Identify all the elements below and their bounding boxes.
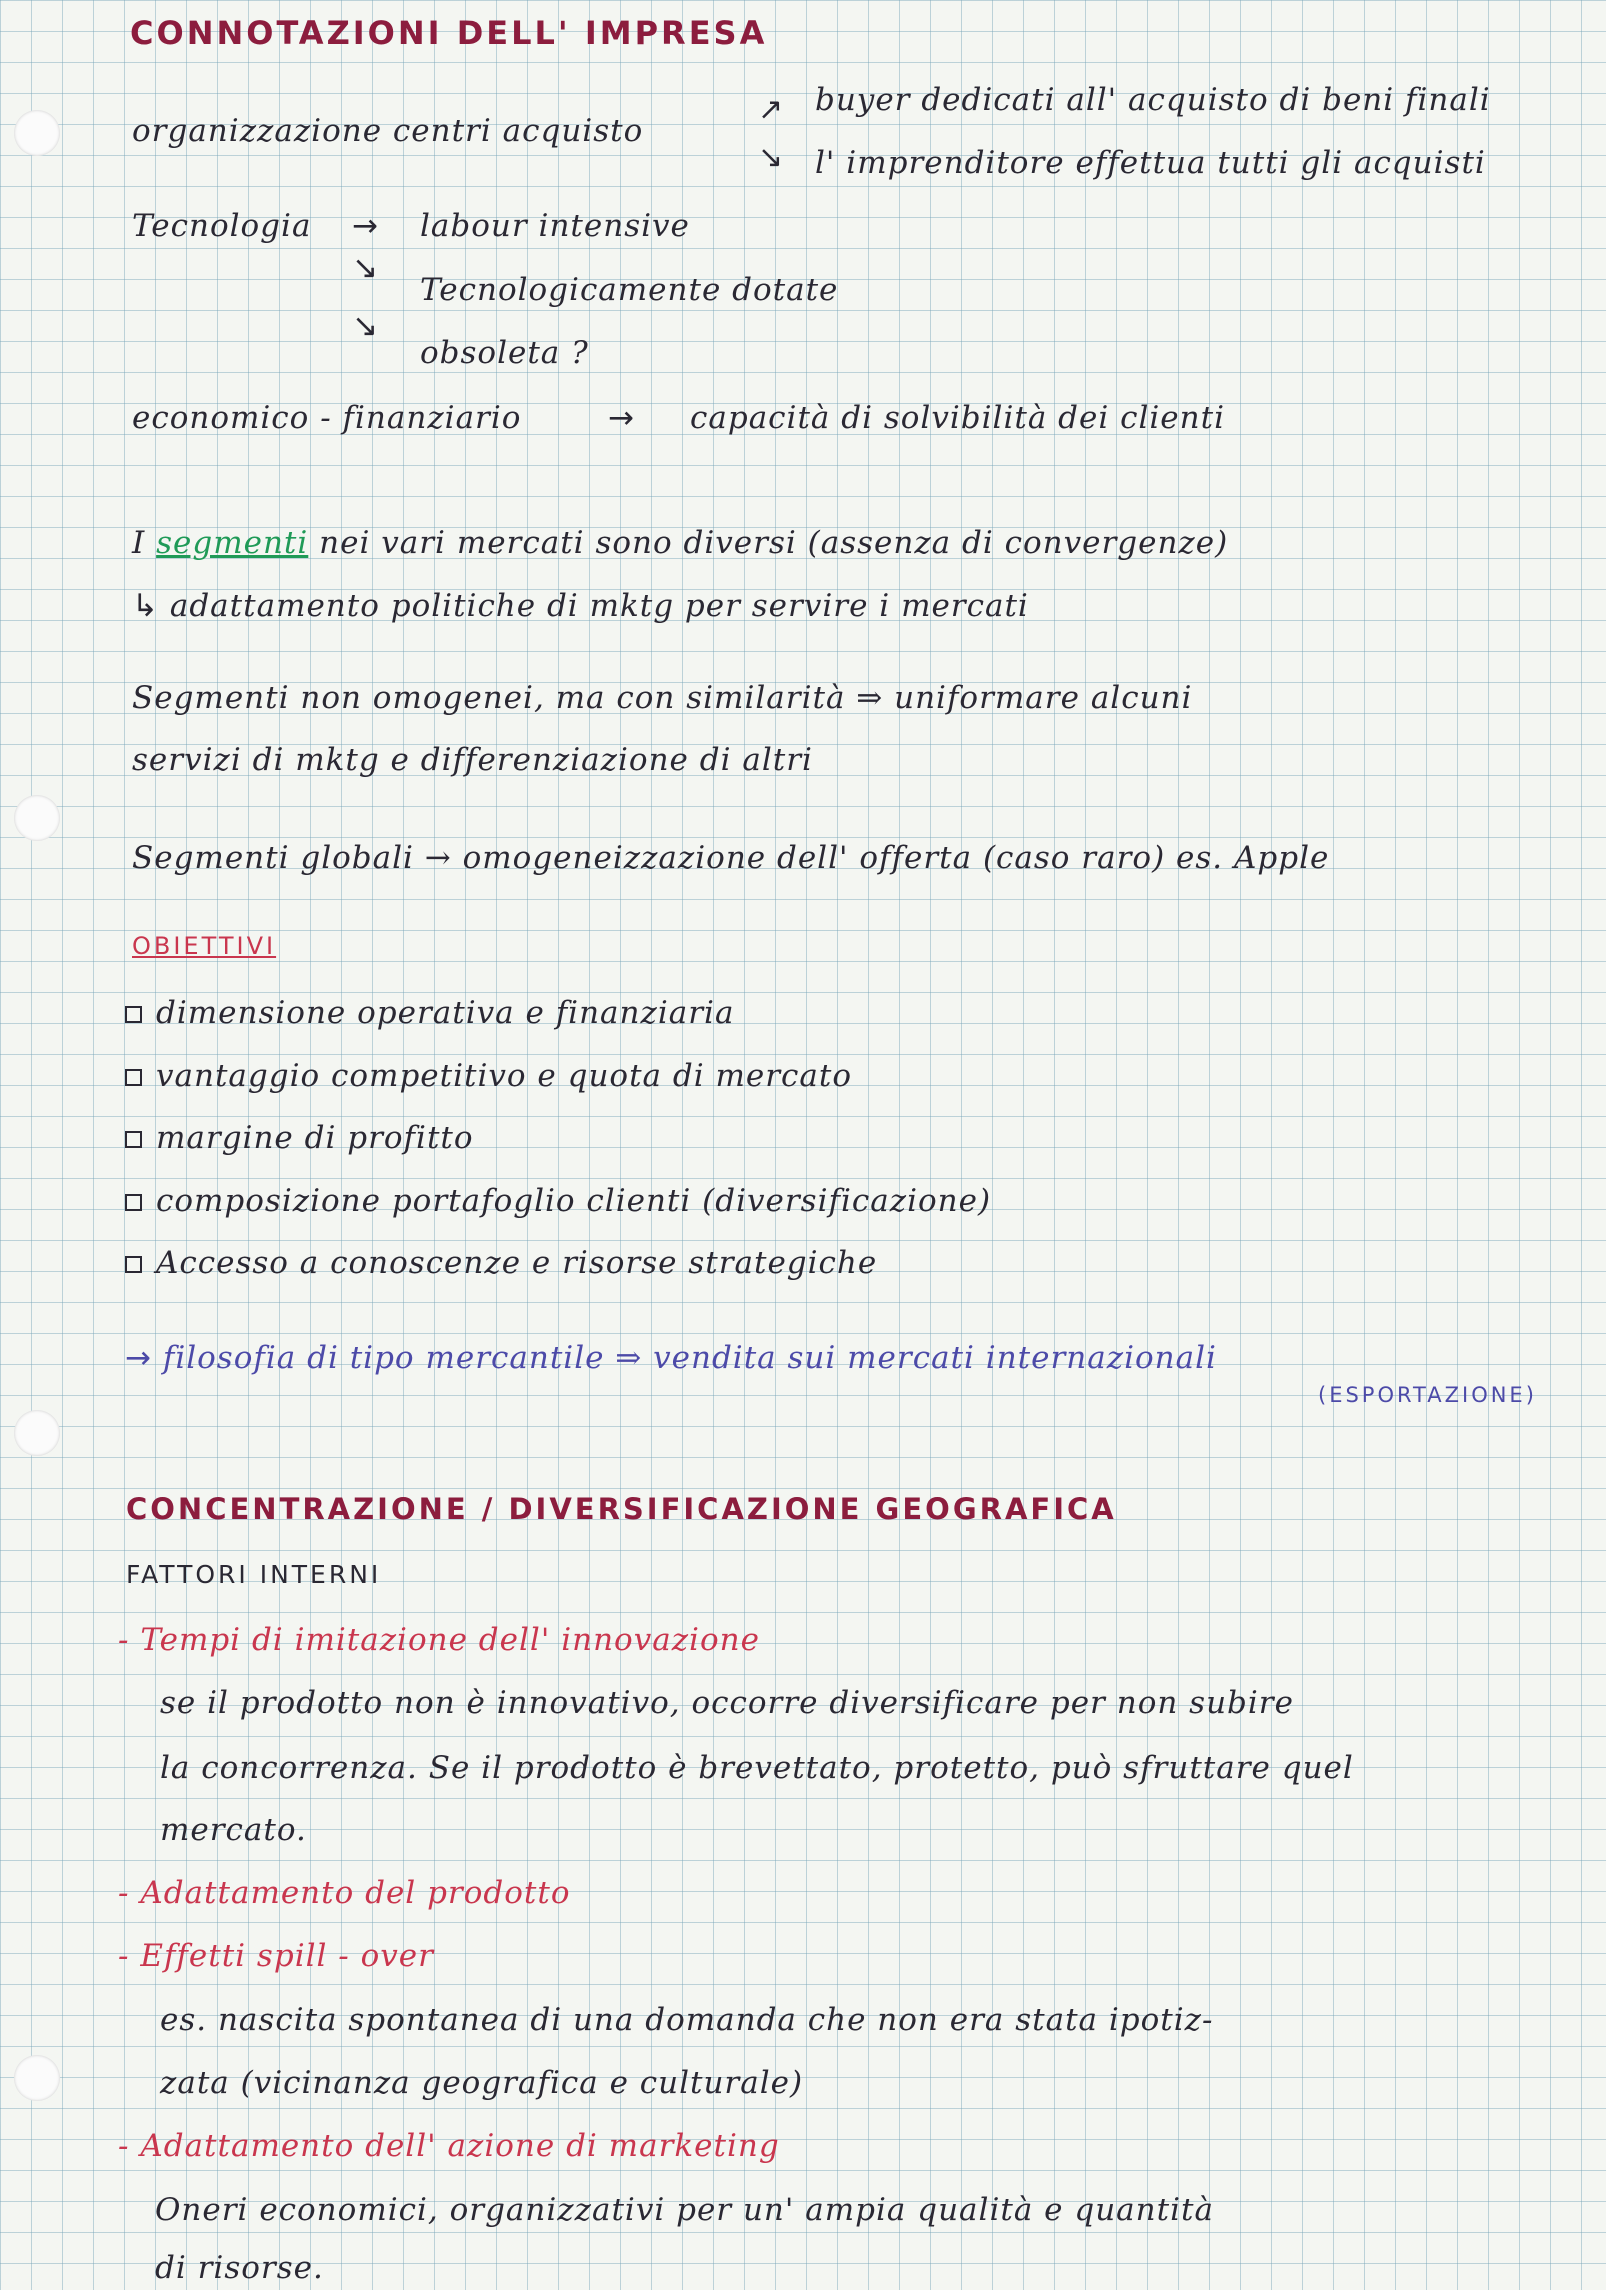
tech-label: Tecnologia (132, 208, 312, 244)
philosophy-text: filosofia di tipo mercantile ⇒ vendita sui mercati internazionali (162, 1340, 1217, 1376)
section-title: CONNOTAZIONI DELL' IMPRESA (130, 14, 768, 52)
factor-text: di risorse. (155, 2250, 324, 2286)
tech-item-2: Tecnologicamente dotate (420, 272, 839, 308)
objective-item: dimensione operativa e finanziaria (125, 995, 734, 1031)
factor-text: es. nascita spontanea di una domanda che non era stata ipotiz- (160, 2002, 1214, 2038)
segments-post: nei vari mercati sono diversi (assenza di convergenze) (319, 525, 1229, 561)
objective-item: composizione portafoglio clienti (diversificazione) (125, 1183, 991, 1219)
factor-title: - Adattamento del prodotto (118, 1875, 571, 1911)
factor-text: la concorrenza. Se il prodotto è brevettato, protetto, può sfruttare quel (160, 1750, 1354, 1786)
section-title: CONCENTRAZIONE / DIVERSIFICAZIONE GEOGRAFICA (126, 1492, 1117, 1526)
factor-title: - Adattamento dell' azione di marketing (118, 2128, 780, 2164)
arrow-down-right-icon: ↘ (352, 308, 379, 344)
arrow-right-icon: → (125, 1340, 152, 1376)
section-subtitle: FATTORI INTERNI (126, 1560, 382, 1589)
objective-item: Accesso a conoscenze e risorse strategiche (125, 1245, 877, 1281)
arrow-icon: ↘ (758, 140, 785, 175)
tech-item-1: labour intensive (420, 208, 690, 244)
org-label: organizzazione centri acquisto (132, 113, 644, 149)
segments-sub: adattamento politiche di mktg per servire i mercati (169, 588, 1029, 624)
factor-text: se il prodotto non è innovativo, occorre diversificare per non subire (160, 1685, 1294, 1721)
segments-sub-line (132, 588, 1029, 624)
segments-keyword: segmenti (156, 525, 309, 561)
segments-pre: I (132, 525, 146, 561)
checkbox-icon (125, 1194, 142, 1211)
arrow-icon: ↗ (758, 92, 785, 127)
checkbox-icon (125, 1131, 142, 1148)
org-branch-1: buyer dedicati all' acquisto di beni finali (815, 82, 1491, 118)
checkbox-icon (125, 1006, 142, 1023)
econ-label: economico - finanziario (132, 400, 522, 436)
econ-value: capacità di solvibilità dei clienti (690, 400, 1225, 436)
philosophy-note: (ESPORTAZIONE) (1318, 1383, 1537, 1407)
binder-hole (14, 795, 60, 841)
arrow-right-icon: → (352, 208, 379, 244)
org-branch-2: l' imprenditore effettua tutti gli acquisti (815, 145, 1486, 181)
factor-title: - Effetti spill - over (118, 1938, 434, 1974)
factor-text: mercato. (160, 1812, 307, 1848)
checkbox-icon (125, 1069, 142, 1086)
philosophy-line (125, 1340, 1217, 1376)
arrow-right-icon: → (608, 400, 635, 436)
factor-text: Oneri economici, organizzativi per un' ampia qualità e quantità (155, 2192, 1214, 2228)
global-segments: Segmenti globali → omogeneizzazione dell' offerta (caso raro) es. Apple (132, 840, 1330, 876)
tech-item-3: obsoleta ? (420, 335, 589, 371)
binder-hole (14, 1410, 60, 1456)
binder-hole (14, 110, 60, 156)
objective-item: margine di profitto (125, 1120, 474, 1156)
factor-text: zata (vicinanza geografica e culturale) (160, 2065, 804, 2101)
nonhomog-line-2: servizi di mktg e differenziazione di altri (132, 742, 813, 778)
nonhomog-line-1: Segmenti non omogenei, ma con similarità ⇒ uniformare alcuni (132, 680, 1193, 716)
objectives-title: OBIETTIVI (132, 932, 277, 960)
arrow-down-right-icon: ↘ (352, 250, 379, 286)
segments-line (132, 525, 1228, 561)
checkbox-icon (125, 1256, 142, 1273)
binder-hole (14, 2055, 60, 2101)
objective-item: vantaggio competitivo e quota di mercato (125, 1058, 852, 1094)
arrow-return-icon: ↳ (132, 588, 159, 624)
factor-title: - Tempi di imitazione dell' innovazione (118, 1622, 760, 1658)
